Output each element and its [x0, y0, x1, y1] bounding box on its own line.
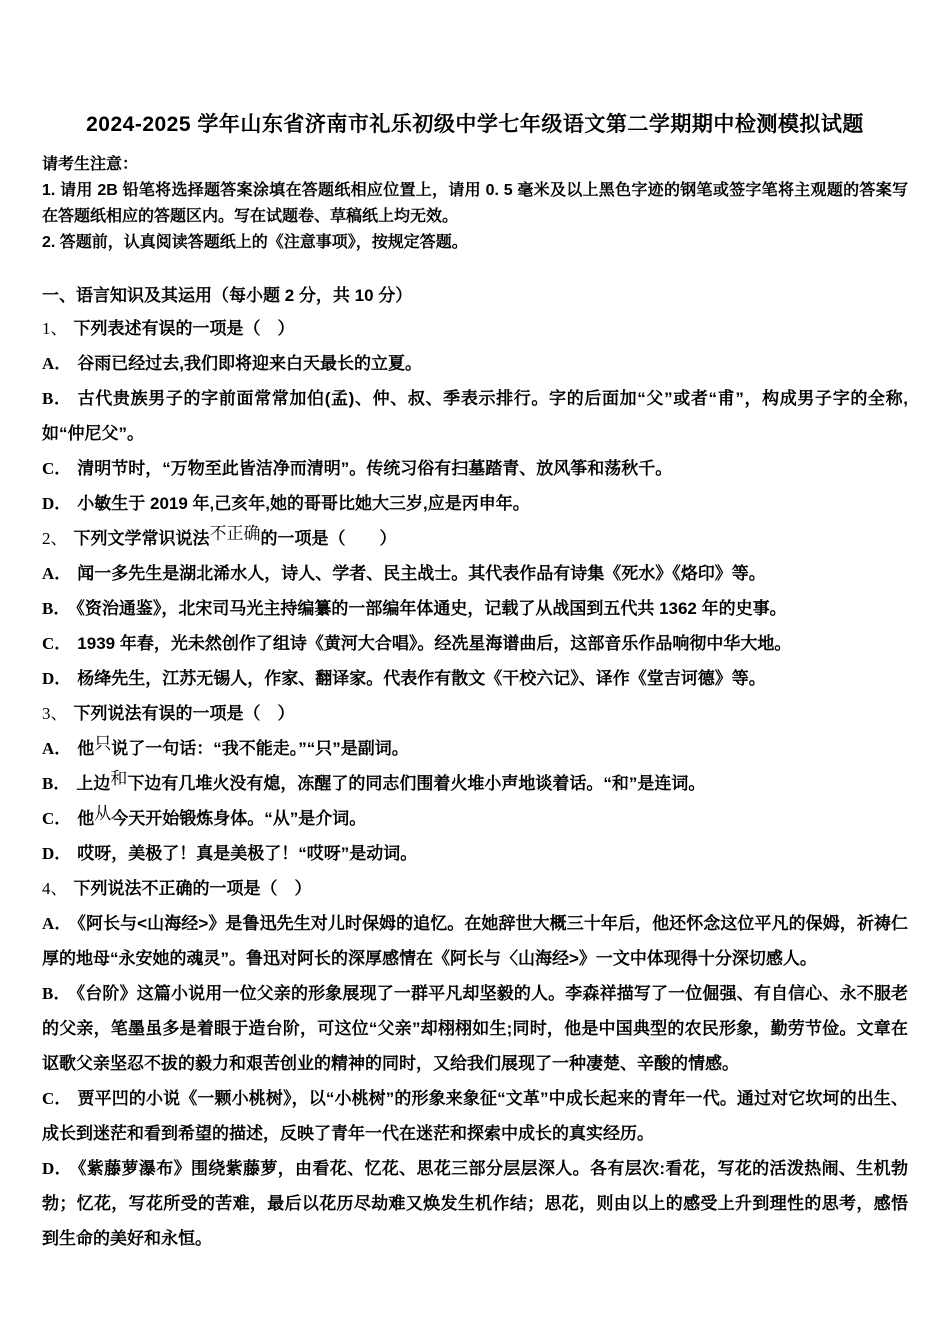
- question-4-option-c: [42, 1081, 908, 1151]
- candidate-notice: [42, 152, 908, 256]
- question-3-option-c: [42, 801, 908, 836]
- question-4-stem-text: 下列说法不正确的一项是（ ）: [73, 879, 312, 898]
- question-3-stem-text: 下列说法有误的一项是（ ）: [73, 704, 295, 723]
- option-label-d: D．: [42, 494, 72, 513]
- option-label-b: B．: [42, 774, 71, 793]
- question-2-number: 2、: [42, 529, 68, 548]
- option-label-a: A．: [42, 354, 72, 373]
- question-2-stem-post: 的一项是（ ）: [260, 529, 397, 548]
- option-a-raised-char: 只: [94, 734, 112, 753]
- question-3-stem: [42, 696, 908, 731]
- question-1-stem: [42, 311, 908, 346]
- question-4-number: 4、: [42, 879, 68, 898]
- option-c-raised-char: 从: [94, 804, 112, 823]
- question-3-option-d: [42, 836, 908, 871]
- question-2-stem: [42, 521, 908, 556]
- question-1-number: 1、: [42, 319, 68, 338]
- option-d-text: 哎呀，美极了！真是美极了！“哎呀”是动词。: [77, 844, 418, 863]
- option-label-d: D．: [42, 1159, 72, 1178]
- option-label-c: C．: [42, 1089, 72, 1108]
- question-2-option-b: [42, 591, 908, 626]
- option-b-post: 下边有几堆火没有熄，冻醒了的同志们围着火堆小声地谈着话。“和”是连词。: [127, 774, 706, 793]
- option-label-d: D．: [42, 844, 72, 863]
- question-1-option-a: [42, 346, 908, 381]
- option-c-pre: 他: [77, 809, 95, 828]
- exam-title: 2024-2025 学年山东省济南市礼乐初级中学七年级语文第二学期期中检测模拟试题: [86, 113, 864, 136]
- option-c-post: 今天开始锻炼身体。“从”是介词。: [111, 809, 367, 828]
- option-c-text: 清明节时，“万物至此皆洁净而清明”。传统习俗有扫墓踏青、放风筝和荡秋千。: [77, 459, 673, 478]
- option-label-a: A．: [42, 914, 72, 933]
- option-d-text: 杨绛先生，江苏无锡人，作家、翻译家。代表作有散文《干校六记》、译作《堂吉诃德》等。: [77, 669, 766, 688]
- option-a-pre: 他: [77, 739, 95, 758]
- option-label-a: A．: [42, 739, 72, 758]
- question-4-option-d: [42, 1151, 908, 1256]
- question-3-option-b: [42, 766, 908, 801]
- option-a-text: 闻一多先生是湖北浠水人，诗人、学者、民主战士。其代表作品有诗集《死水》《烙印》等。: [77, 564, 766, 583]
- option-c-text: 1939 年春，光未然创作了组诗《黄河大合唱》。经冼星海谱曲后，这部音乐作品响彻中华大地。: [77, 634, 792, 653]
- question-1-option-c: [42, 451, 908, 486]
- question-2-option-c: [42, 626, 908, 661]
- option-d-text: 《紫藤萝瀑布》围绕紫藤萝，由看花、忆花、思花三部分层层深人。各有层次:看花，写花的活泼热闹、生机勃勃；忆花，写花所受的苦难，最后以花历尽劫难又焕发生机作结；思花，则由以上的感受上升到理性的思考，感悟到生命的美好和永恒。: [42, 1159, 908, 1248]
- notice-item-2: 2. 答题前，认真阅读答题纸上的《注意事项》，按规定答题。: [42, 234, 468, 251]
- question-4-option-a: [42, 906, 908, 976]
- option-label-b: B．: [42, 984, 71, 1003]
- question-2-stem-raised: 不正确: [209, 524, 261, 543]
- option-label-b: B．: [42, 599, 71, 618]
- section-1-heading: 一、语言知识及其运用（每小题 2 分，共 10 分）: [42, 286, 413, 305]
- option-c-text: 贾平凹的小说《一颗小桃树》，以“小桃树”的形象来象征“文革”中成长起来的青年一代。通过对它坎坷的出生、成长到迷茫和看到希望的描述，反映了青年一代在迷茫和探索中成长的真实经历。: [42, 1089, 909, 1143]
- option-label-c: C．: [42, 634, 72, 653]
- question-4-stem: [42, 871, 908, 906]
- option-label-d: D．: [42, 669, 72, 688]
- option-b-text: 《资治通鉴》，北宋司马光主持编纂的一部编年体通史，记载了从战国到五代共 1362 年的史事。: [76, 599, 787, 618]
- question-1-option-b: [42, 381, 908, 451]
- option-label-b: B．: [42, 389, 72, 408]
- question-2-option-a: [42, 556, 908, 591]
- question-2-stem-pre: 下列文学常识说法: [73, 529, 210, 548]
- question-3-option-a: [42, 731, 908, 766]
- question-2-option-d: [42, 661, 908, 696]
- option-label-a: A．: [42, 564, 72, 583]
- notice-item-1: 1. 请用 2B 铅笔将选择题答案涂填在答题纸相应位置上，请用 0. 5 毫米及以上黑色字迹的钢笔或签字笔将主观题的答案写在答题纸相应的答题区内。写在试题卷、草稿纸上均无效。: [42, 182, 908, 225]
- option-b-text: 《台阶》这篇小说用一位父亲的形象展现了一群平凡却坚毅的人。李森祥描写了一位倔强、有自信心、永不服老的父亲，笔墨虽多是着眼于造台阶，可这位“父亲”却栩栩如生;同时，他是中国典型的农民形象，勤劳节俭。文章在讴歌父亲坚忍不拔的毅力和艰苦创业的精神的同时，又给我们展现了一种凄楚、辛酸的情感。: [42, 984, 909, 1073]
- option-b-text: 古代贵族男子的字前面常常加伯(孟)、仲、叔、季表示排行。字的后面加“父”或者“甫”，构成男子字的全称,如“仲尼父”。: [42, 389, 909, 443]
- option-label-c: C．: [42, 459, 72, 478]
- question-4-option-b: [42, 976, 908, 1081]
- question-1-option-d: [42, 486, 908, 521]
- option-a-text: 《阿长与<山海经>》是鲁迅先生对儿时保姆的追忆。在她辞世大概三十年后，他还怀念这位平凡的保姆，祈祷仁厚的地母“永安她的魂灵”。鲁迅对阿长的深厚感情在《阿长与〈山海经>》一文中体现得十分深切感人。: [42, 914, 909, 968]
- question-3-number: 3、: [42, 704, 68, 723]
- option-a-post: 说了一句话：“我不能走。”“只”是副词。: [111, 739, 409, 758]
- notice-heading: 请考生注意：: [42, 156, 139, 173]
- option-b-pre: 上边: [76, 774, 111, 793]
- option-b-raised-char: 和: [110, 769, 128, 788]
- option-a-text: 谷雨已经过去,我们即将迎来白天最长的立夏。: [77, 354, 423, 373]
- question-1-stem-text: 下列表述有误的一项是（ ）: [73, 319, 295, 338]
- option-d-text: 小敏生于 2019 年,己亥年,她的哥哥比她大三岁,应是丙申年。: [77, 494, 530, 513]
- option-label-c: C．: [42, 809, 72, 828]
